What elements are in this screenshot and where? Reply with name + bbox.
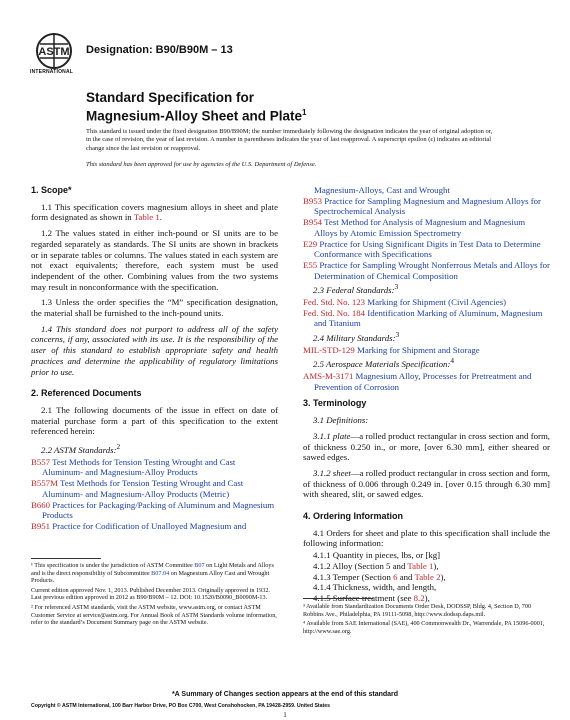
reference-code-link[interactable]: E29	[303, 238, 320, 249]
astm-standards-label: 2.2 ASTM Standards:$^2$	[41, 442, 121, 455]
ordering-4-1-5: 4.1.5 Surface treatment (see 8.2),	[313, 592, 430, 603]
reference-code-link[interactable]: Fed. Std. No. 123	[303, 296, 368, 307]
table-1-link[interactable]: Table 1	[133, 212, 160, 223]
approval-notice: This standard has been approved for use by agencies of the U.S. Department of Defense.	[86, 161, 317, 168]
reference-code-link[interactable]: B557	[31, 456, 53, 467]
ordering-4-1: 4.1 Orders for sheet and plate to this specification shall include the following information:	[303, 527, 550, 549]
designation: Designation: B90/B90M – 13	[86, 44, 233, 56]
ordering-heading: 4. Ordering Information	[303, 511, 404, 522]
footnote-3: ³ Available from Standardization Documents Order Desk, DODSSP, Bldg. 4, Section D, 700 Robbins Ave., Philadelphia, PA 19111-5098, http://www.dodssp.daps.mil.	[303, 603, 532, 618]
footnotes-right	[303, 603, 550, 637]
reference-code-link[interactable]: B953	[303, 195, 325, 206]
footnote-1-edition: Current edition approved Nov. 1, 2013. Published December 2013. Originally approved in 1932. Last previous edition approved in 2012 as B90/B90M – 12. DOI: 10.1520/B0090_B0090M-13.	[31, 586, 270, 602]
aerospace-reference-item	[303, 371, 550, 392]
reference-code-link[interactable]: B557M	[31, 478, 60, 489]
ordering-4-1-4: 4.1.4 Thickness, width, and length,	[313, 582, 437, 593]
footnote-1: ¹ This specification is under the jurisdiction of ASTM Committee B07 on Light Metals and Alloys and is the direct responsibility of Subcommittee B07.04 on Magnesium Alloy Cast and Wrought Products.	[31, 562, 274, 585]
astm-reference-list	[31, 457, 278, 532]
footnote-rule-right	[303, 598, 373, 599]
title-footnote-mark: 1	[302, 108, 307, 117]
logo-caption: INTERNATIONAL	[30, 69, 74, 75]
terminology-sheet: 3.1.2 sheet—a rolled product rectangular in cross section and form, of thickness of 0.006 through 0.249 in. [over 0.15 through 6.30 mm] with sheared, slit, or sawed edges.	[303, 467, 550, 500]
ordering-4-1-3: 4.1.3 Temper (Section 6 and Table 2),	[313, 571, 446, 582]
section-6-link[interactable]: 6	[393, 571, 398, 582]
reference-title-link[interactable]: Identification Marking of Aluminum, Magnesium and Titanium	[314, 307, 543, 329]
reference-code-link[interactable]: B954	[303, 217, 325, 228]
copyright-line: Copyright © ASTM International, 100 Barr Harbor Drive, PO Box C700, West Conshohocken, PA 19428-2959. United States	[31, 703, 331, 709]
referenced-2-1: 2.1 The following documents of the issue in effect on date of material purchase form a part of this specification to the extent referenced herein:	[31, 404, 278, 437]
federal-reference-list	[303, 297, 550, 329]
footnote-4: ⁴ Available from SAE International (SAE), 400 Commonwealth Dr., Warrendale, PA 15096-0001, http://www.sae.org.	[303, 620, 545, 635]
reference-title-link[interactable]: Test Methods for Tension Testing Wrought and Cast Aluminum- and Magnesium-Alloy Products	[42, 456, 236, 478]
title-line-1: Standard Specification for	[86, 90, 255, 105]
ordering-4-1-1: 4.1.1 Quantity in pieces, lbs, or [kg]	[313, 550, 441, 561]
reference-code-link[interactable]: MIL-STD-129	[303, 344, 357, 355]
astm-reference-item	[303, 217, 550, 238]
left-column	[31, 185, 278, 532]
federal-reference-item	[303, 308, 550, 329]
terminology-plate: 3.1.1 plate—a rolled product rectangular in cross section and form, of thickness 0.250 in., or more, [over 6.30 mm], either sheared or sawed edges.	[303, 430, 550, 463]
reference-title-link[interactable]: Practices for Packaging/Packing of Aluminum and Magnesium Products	[42, 499, 275, 521]
right-column	[303, 185, 550, 604]
title-line-2: Magnesium-Alloy Sheet and Plate	[86, 108, 303, 124]
ordering-4-1-2: 4.1.2 Alloy (Section 5 and Table 1),	[313, 560, 439, 571]
military-label: 2.4 Military Standards:$^3$	[313, 330, 400, 343]
reference-title-link[interactable]: Magnesium Alloy, Processes for Pretreatment and Prevention of Corrosion	[314, 371, 532, 392]
astm-reference-list-cont	[303, 196, 550, 282]
footnote-rule-left	[31, 558, 101, 559]
scope-1-1: 1.1 This specification covers magnesium alloys in sheet and plate form designated as shown in Table 1.	[31, 201, 278, 223]
reference-code-link[interactable]: B951	[31, 520, 53, 531]
federal-reference-item	[303, 297, 550, 308]
terminology-heading: 3. Terminology	[303, 398, 367, 409]
reference-title-link[interactable]: Marking for Shipment and Storage	[357, 344, 480, 355]
reference-title-link[interactable]: Test Method for Analysis of Magnesium and Magnesium Alloys by Atomic Emission Spectrometry	[314, 217, 526, 238]
reference-code-link[interactable]: B660	[31, 499, 53, 510]
referenced-heading: 2. Referenced Documents	[31, 388, 142, 399]
footnote-2: ² For referenced ASTM standards, visit the ASTM website, www.astm.org, or contact ASTM Customer Service at service@astm.org. For Annual Book of ASTM Standards volume information, refer to the standard’s Document Summary page on the ASTM website.	[31, 603, 277, 627]
b07-link[interactable]: B07	[194, 562, 205, 569]
reference-title-link[interactable]: Marking for Shipment (Civil Agencies)	[367, 296, 507, 307]
scope-1-2: 1.2 The values stated in either inch-pound or SI units are to be regarded separately as standards. The SI units are shown in brackets or in separate tables or columns. The values stated in each system are not exact equivalents; therefore, each system must be used independent of the other. Combining values from the two systems may result in nonconformance with the specification.	[31, 228, 278, 292]
scope-1-3: 1.3 Unless the order specifies the “M” specification designation, the material shall be furnished to the inch-pound units.	[31, 297, 278, 319]
military-reference-item	[303, 345, 550, 356]
reference-title-link[interactable]: Practice for Sampling Magnesium and Magnesium Alloys for Spectrochemical Analysis	[314, 195, 541, 217]
reference-title-link[interactable]: Practice for Sampling Wrought Nonferrous Metals and Alloys for Determination of Chemical Composition	[314, 259, 550, 281]
astm-reference-item	[31, 521, 278, 532]
section-8-2-link[interactable]: 8.2	[413, 592, 425, 603]
astm-reference-item	[303, 196, 550, 217]
terminology-3-1: 3.1 Definitions:	[313, 415, 369, 426]
reference-title-link[interactable]: Practice for Using Significant Digits in Test Data to Determine Conformance with Specifications	[314, 238, 541, 260]
page-number: 1	[283, 711, 287, 719]
astm-reference-item	[31, 457, 278, 478]
footnotes-left	[31, 562, 278, 629]
federal-label: 2.3 Federal Standards:$^3$	[313, 282, 399, 296]
astm-reference-item	[303, 260, 550, 281]
reference-code-link[interactable]: E55	[303, 259, 320, 270]
astm-reference-item	[31, 500, 278, 521]
reference-title-link[interactable]: Practice for Codification of Unalloyed Magnesium and	[52, 520, 247, 531]
reference-code-link[interactable]: AMS-M-3171	[303, 371, 356, 382]
summary-of-changes-note: *A Summary of Changes section appears at the end of this standard	[171, 691, 399, 698]
issuance-notice: This standard is issued under the fixed designation B90/B90M; the number immediately following the designation indicates the year of original adoption or, in the case of revision, the year of last revision. A number in parentheses indicates the year of last reapproval. A superscript epsilon (ε) indicates an editorial change since the last revision or reapproval.	[86, 128, 493, 152]
reference-code-link[interactable]: Fed. Std. No. 184	[303, 307, 368, 318]
svg-text:ASTM: ASTM	[38, 46, 70, 58]
table-2-link[interactable]: Table 2	[414, 571, 441, 582]
astm-reference-item	[31, 478, 278, 499]
scope-1-4: 1.4 This standard does not purport to address all of the safety concerns, if any, associated with its use. It is the responsibility of the user of this standard to establish appropriate safety and health practices and determine the applicability of regulatory limitations prior to use.	[31, 323, 278, 377]
reference-title-link[interactable]: Test Methods for Tension Testing Wrought and Cast Aluminum- and Magnesium-Alloy Products (Metric)	[42, 478, 244, 499]
document-title	[86, 90, 307, 124]
scope-heading: 1. Scope*	[31, 185, 72, 195]
reference-continuation[interactable]: Magnesium-Alloys, Cast and Wrought	[314, 185, 450, 195]
table-1-link-2[interactable]: Table 1	[407, 560, 434, 571]
astm-reference-item	[303, 239, 550, 260]
b07-04-link[interactable]: B07.04	[151, 569, 170, 577]
aerospace-label: 2.5 Aerospace Materials Specification:$^4$	[313, 356, 454, 370]
aerospace-reference-list	[303, 371, 550, 392]
military-reference-list	[303, 345, 550, 356]
